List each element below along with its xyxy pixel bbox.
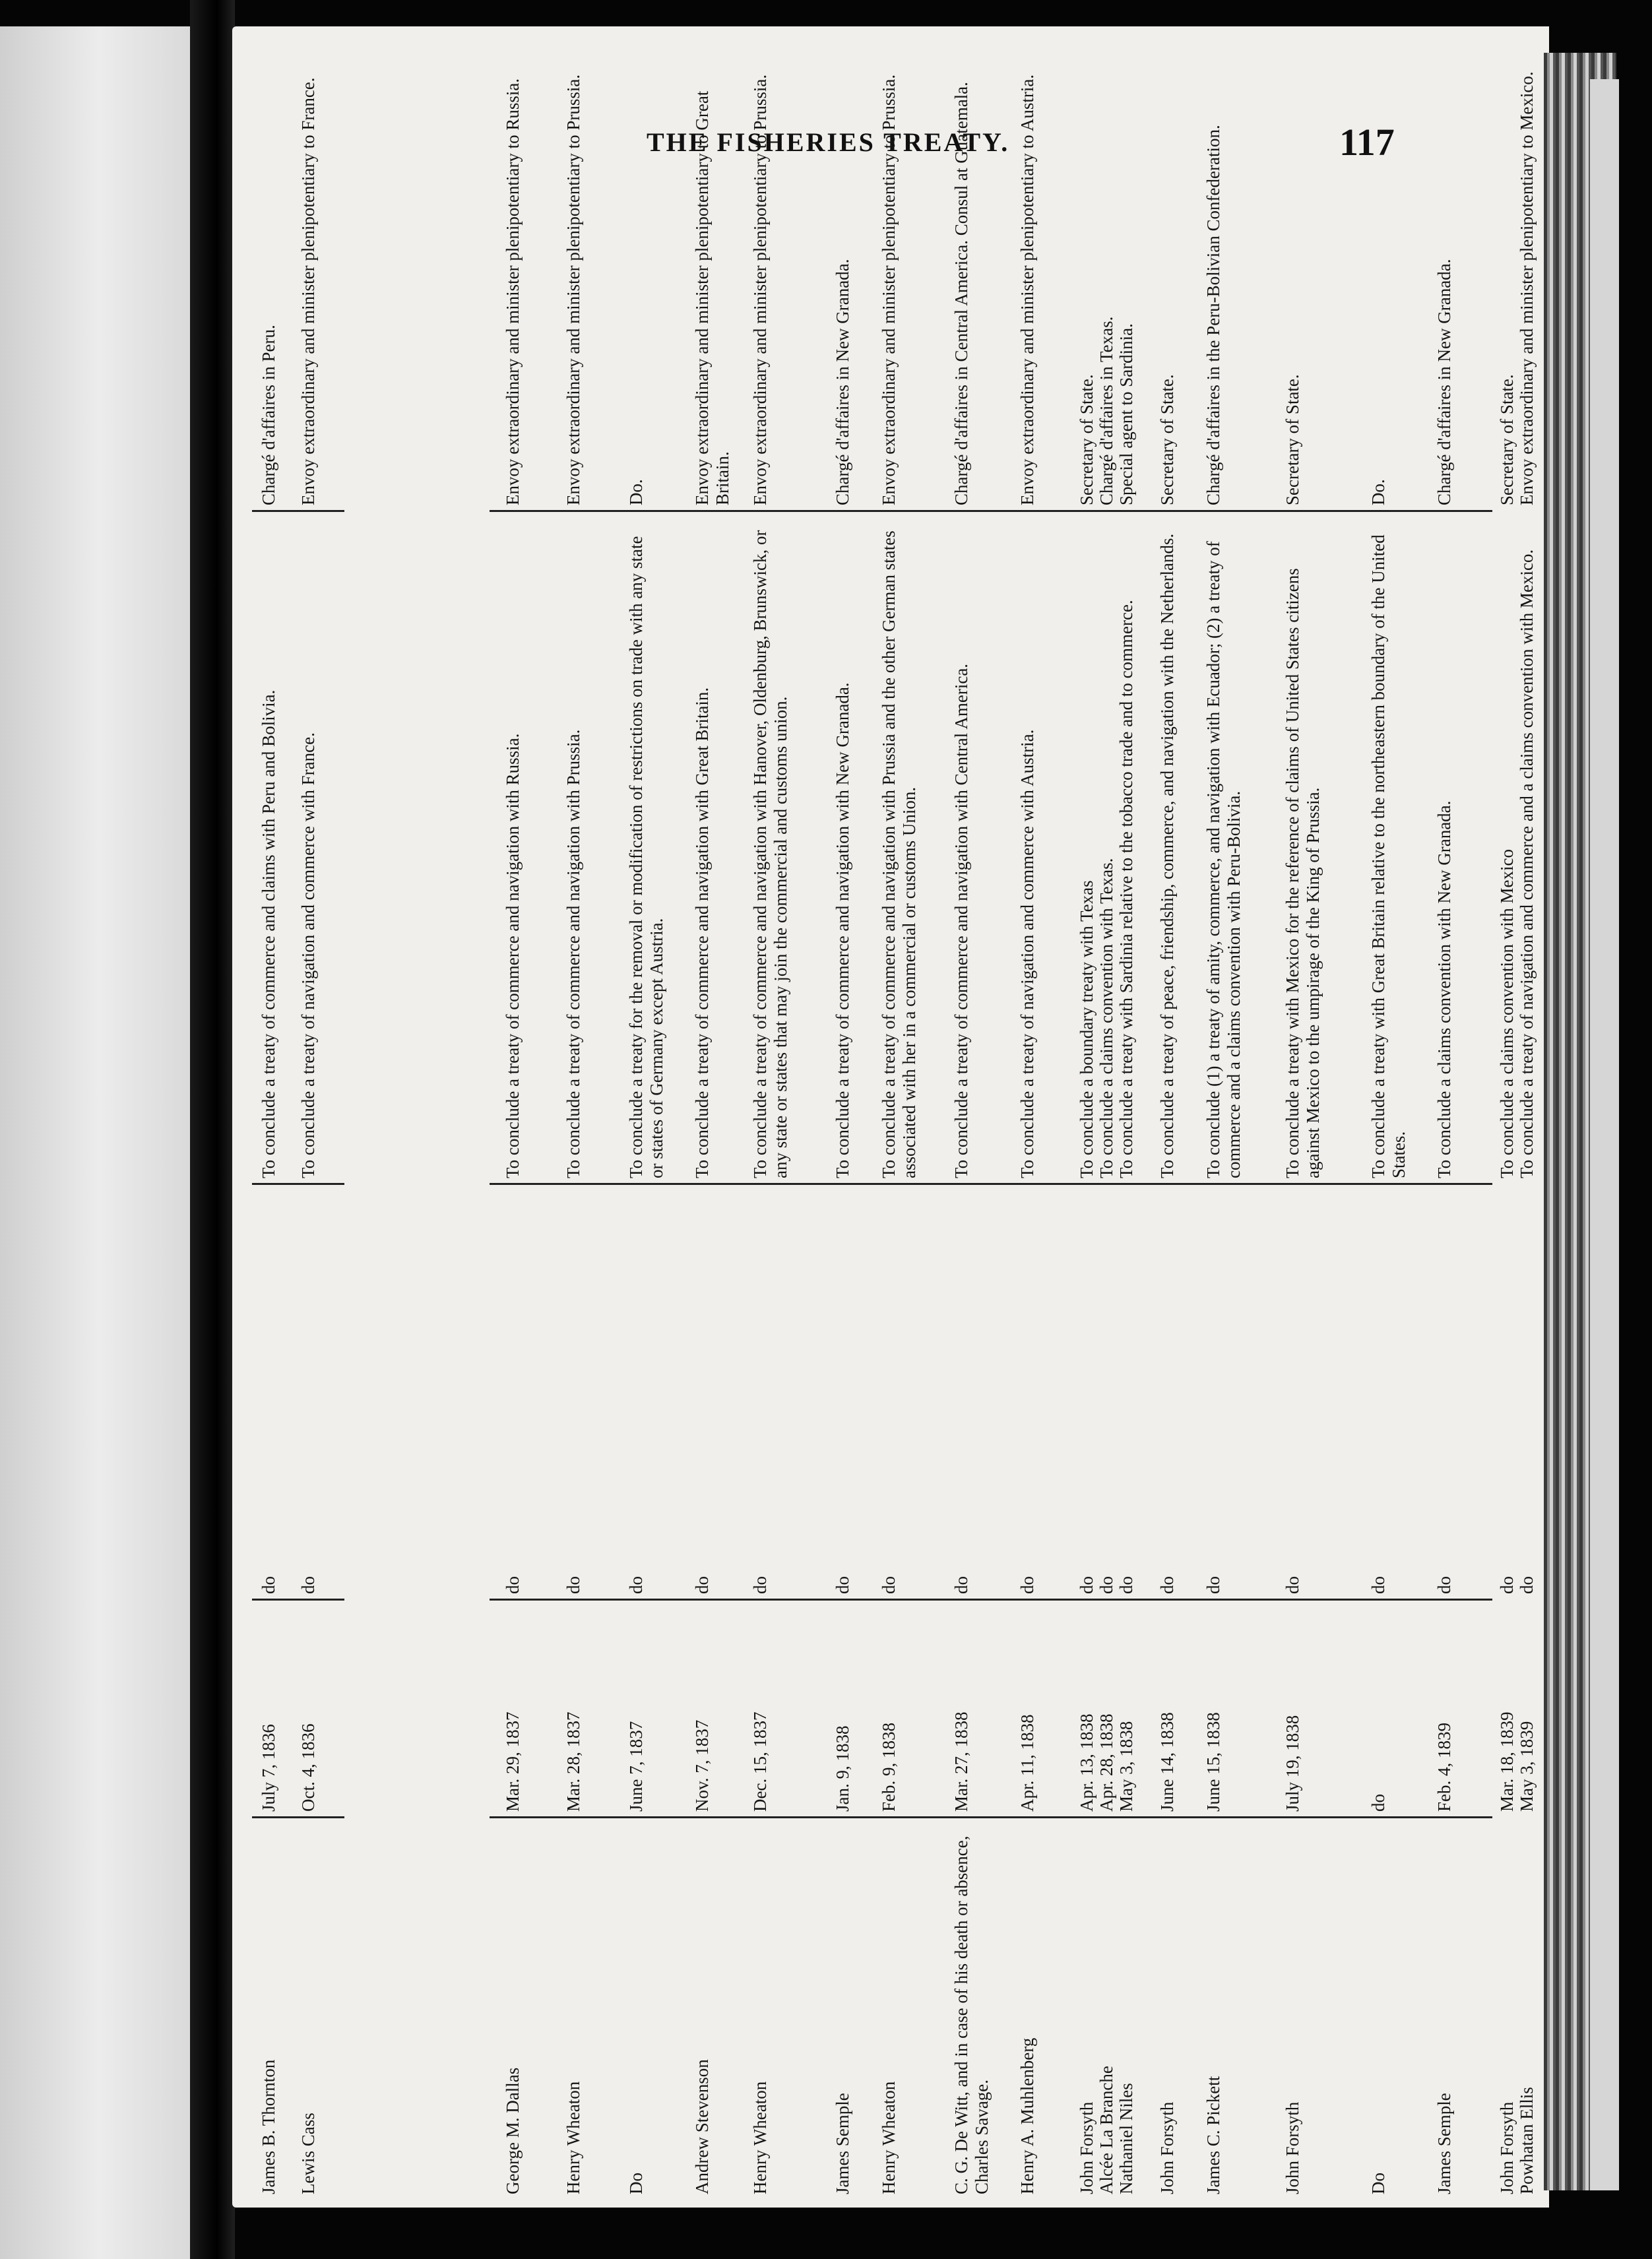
commission-date: Jan. 9, 1838: [833, 1725, 852, 1812]
treaty-purpose: To conclude a claims convention with Mexico: [1497, 849, 1517, 1178]
envoy-title: Secretary of State.: [1497, 374, 1517, 505]
envoy-name: James B. Thornton: [259, 2059, 278, 2194]
commission-date: Mar. 27, 1838: [951, 1711, 971, 1812]
commission-date: June 15, 1838: [1203, 1712, 1223, 1812]
envoy-title: Envoy extraordinary and minister plenipotentiary to Great Britain.: [692, 90, 732, 505]
envoy-title: Do.: [626, 479, 646, 505]
envoy-name: Powhatan Ellis: [1517, 2087, 1537, 2194]
commission-date: May 3, 1838: [1116, 1721, 1136, 1812]
envoy-title: Secretary of State.: [1077, 374, 1096, 505]
envoy-name: James Semple: [833, 2093, 852, 2194]
rule-ref-purpose: [252, 1183, 344, 1185]
page-number: 117: [1339, 121, 1395, 164]
reference-ditto: do: [503, 1576, 523, 1594]
reference-ditto: do: [750, 1576, 770, 1594]
treaty-purpose: To conclude a treaty with Mexico for the reference of claims of United States citizens against Mexico to the umpirage of the King of Prussia.: [1283, 568, 1323, 1178]
reference-ditto: do: [626, 1576, 646, 1594]
commission-date: Apr. 28, 1838: [1096, 1713, 1116, 1812]
envoy-name: John Forsyth: [1283, 2101, 1302, 2194]
treaty-purpose: To conclude a treaty of commerce and navigation with Prussia and the other German states associated with her in a commercial or customs Union.: [879, 530, 919, 1178]
commission-date: Apr. 13, 1838: [1077, 1713, 1096, 1812]
envoy-title: Special agent to Sardinia.: [1116, 323, 1136, 505]
envoy-name: George M. Dallas: [503, 2067, 523, 2194]
treaty-purpose: To conclude a treaty with Great Britain relative to the northeastern boundary of the United States.: [1368, 534, 1409, 1178]
commission-date: Nov. 7, 1837: [692, 1719, 712, 1812]
envoy-name: Henry Wheaton: [563, 2081, 583, 2194]
commission-date: May 3, 1839: [1517, 1721, 1537, 1812]
envoy-title: Chargé d'affaires in Central America. Consul at Guatemala.: [951, 82, 971, 505]
envoy-name: Henry Wheaton: [750, 2081, 770, 2194]
rotated-table: [232, 26, 1549, 2208]
rule-name-date: [252, 1816, 344, 1818]
reference-ditto: do: [1077, 1576, 1096, 1594]
continued-table: [252, 26, 344, 2208]
reference-ditto: do: [1497, 1576, 1517, 1594]
reference-ditto: do: [833, 1576, 852, 1594]
treaty-purpose: To conclude a claims convention with Texas.: [1096, 858, 1116, 1178]
commission-date: Feb. 4, 1839: [1434, 1723, 1454, 1812]
envoy-name: Do: [626, 2173, 646, 2194]
reference-ditto: do: [879, 1576, 899, 1594]
envoy-title: Envoy extraordinary and minister plenipotentiary to Prussia.: [563, 74, 583, 505]
reference-ditto: do: [1368, 1576, 1388, 1594]
envoy-name: Henry A. Muhlenberg: [1017, 2037, 1037, 2194]
commission-date: July 19, 1838: [1283, 1715, 1302, 1812]
envoy-title: Envoy extraordinary and minister plenipotentiary to Prussia.: [750, 74, 770, 505]
envoy-title: Envoy extraordinary and minister plenipotentiary to France.: [298, 77, 318, 505]
envoy-name: James C. Pickett: [1203, 2076, 1223, 2194]
reference-ditto: do: [1283, 1576, 1302, 1594]
envoy-title: Chargé d'affaires in Texas.: [1096, 316, 1116, 505]
treaty-purpose: To conclude a treaty with Sardinia relative to the tobacco trade and to commerce.: [1116, 600, 1136, 1178]
treaty-purpose: To conclude a treaty of commerce and navigation with Central America.: [951, 663, 971, 1178]
envoy-title: Envoy extraordinary and minister plenipotentiary to Russia.: [503, 78, 523, 505]
reference-ditto: do: [1434, 1576, 1454, 1594]
envoy-name: John Forsyth: [1157, 2101, 1177, 2194]
envoy-title: Envoy extraordinary and minister plenipotentiary to Mexico.: [1517, 71, 1537, 505]
commission-date: Oct. 4, 1836: [298, 1723, 318, 1812]
commission-date: July 7, 1836: [259, 1724, 278, 1812]
reference-ditto: do: [1096, 1576, 1116, 1594]
reference-ditto: do: [298, 1576, 318, 1594]
envoy-name: John Forsyth: [1497, 2101, 1517, 2194]
envoy-title: Chargé d'affaires in New Granada.: [1434, 259, 1454, 505]
envoy-title: Do.: [1368, 479, 1388, 505]
envoy-name: Andrew Stevenson: [692, 2059, 712, 2194]
commission-date: Dec. 15, 1837: [750, 1711, 770, 1812]
rule-purpose-title: [490, 510, 1492, 512]
commission-date: Mar. 28, 1837: [563, 1711, 583, 1812]
rule-ref-purpose: [490, 1183, 1492, 1185]
envoy-name: Alcée La Branche: [1096, 2066, 1116, 2194]
page-edges-light: [1590, 79, 1619, 2190]
treaty-purpose: To conclude a treaty of navigation and commerce with France.: [298, 732, 318, 1178]
commission-date: do: [1368, 1794, 1388, 1812]
treaty-purpose: To conclude a treaty of navigation and commerce with Austria.: [1017, 729, 1037, 1178]
commission-date: Mar. 29, 1837: [503, 1711, 523, 1812]
envoy-name: Do: [1368, 2173, 1388, 2194]
commission-date: June 14, 1838: [1157, 1712, 1177, 1812]
reference-ditto: do: [1157, 1576, 1177, 1594]
commission-date: Mar. 18, 1839: [1497, 1711, 1517, 1812]
reference-ditto: do: [1116, 1576, 1136, 1594]
treaty-purpose: To conclude a claims convention with New Granada.: [1434, 800, 1454, 1178]
envoy-title: Chargé d'affaires in New Granada.: [833, 259, 852, 505]
envoy-title: Chargé d'affaires in Peru.: [259, 325, 278, 505]
envoy-title: Envoy extraordinary and minister plenipotentiary to Austria.: [1017, 74, 1037, 505]
rule-purpose-title: [252, 510, 344, 512]
envoy-name: C. G. De Witt, and in case of his death or absence, Charles Savage.: [951, 1835, 992, 2194]
reference-ditto: do: [563, 1576, 583, 1594]
reference-ditto: do: [1203, 1576, 1223, 1594]
commission-date: June 7, 1837: [626, 1721, 646, 1812]
treaty-purpose: To conclude a treaty of commerce and navigation with Hanover, Oldenburg, Brunswick, or any state or states that may join the commercial and customs union.: [750, 530, 790, 1178]
treaty-purpose: To conclude a treaty of navigation and commerce and a claims convention with Mexico.: [1517, 549, 1537, 1178]
envoy-name: Lewis Cass: [298, 2113, 318, 2194]
reference-ditto: do: [951, 1576, 971, 1594]
treaty-purpose: To conclude a treaty of commerce and navigation with Russia.: [503, 733, 523, 1178]
commission-date: Feb. 9, 1838: [879, 1723, 899, 1812]
commission-date: Apr. 11, 1838: [1017, 1714, 1037, 1812]
reference-ditto: do: [1017, 1576, 1037, 1594]
reference-ditto: do: [259, 1576, 278, 1594]
rule-date-ref: [490, 1599, 1492, 1601]
reference-ditto: do: [1517, 1576, 1537, 1594]
envoys-table: [490, 26, 1585, 2208]
treaty-purpose: To conclude a treaty of commerce and navigation with Great Britain.: [692, 687, 712, 1178]
envoy-name: Nathaniel Niles: [1116, 2083, 1136, 2194]
envoy-name: James Semple: [1434, 2093, 1454, 2194]
rule-name-date: [490, 1816, 1492, 1818]
running-head: THE FISHERIES TREATY.: [647, 127, 1010, 157]
reference-ditto: do: [692, 1576, 712, 1594]
treaty-purpose: To conclude a treaty for the removal or modification of restrictions on trade with any state or states of Germany except Austria.: [626, 536, 666, 1178]
book-gutter: [190, 0, 235, 2259]
envoy-title: Chargé d'affaires in the Peru-Bolivian Confederation.: [1203, 125, 1223, 505]
treaty-purpose: To conclude a treaty of commerce and claims with Peru and Bolivia.: [259, 689, 278, 1178]
treaty-purpose: To conclude a boundary treaty with Texas: [1077, 880, 1096, 1178]
treaty-purpose: To conclude a treaty of peace, friendship, commerce, and navigation with the Netherlands.: [1157, 533, 1177, 1178]
envoy-title: Secretary of State.: [1283, 374, 1302, 505]
treaty-purpose: To conclude (1) a treaty of amity, commerce, and navigation with Ecuador; (2) a treaty of commerce and a claims convention with Peru-Bolivia.: [1203, 541, 1244, 1178]
envoy-name: Henry Wheaton: [879, 2081, 899, 2194]
facing-page: [0, 26, 198, 2259]
treaty-purpose: To conclude a treaty of commerce and navigation with New Granada.: [833, 682, 852, 1178]
envoy-name: John Forsyth: [1077, 2101, 1096, 2194]
rule-date-ref: [252, 1599, 344, 1601]
envoy-title: Secretary of State.: [1157, 374, 1177, 505]
envoy-title: Envoy extraordinary and minister plenipotentiary to Prussia.: [879, 74, 899, 505]
treaty-purpose: To conclude a treaty of commerce and navigation with Prussia.: [563, 729, 583, 1178]
